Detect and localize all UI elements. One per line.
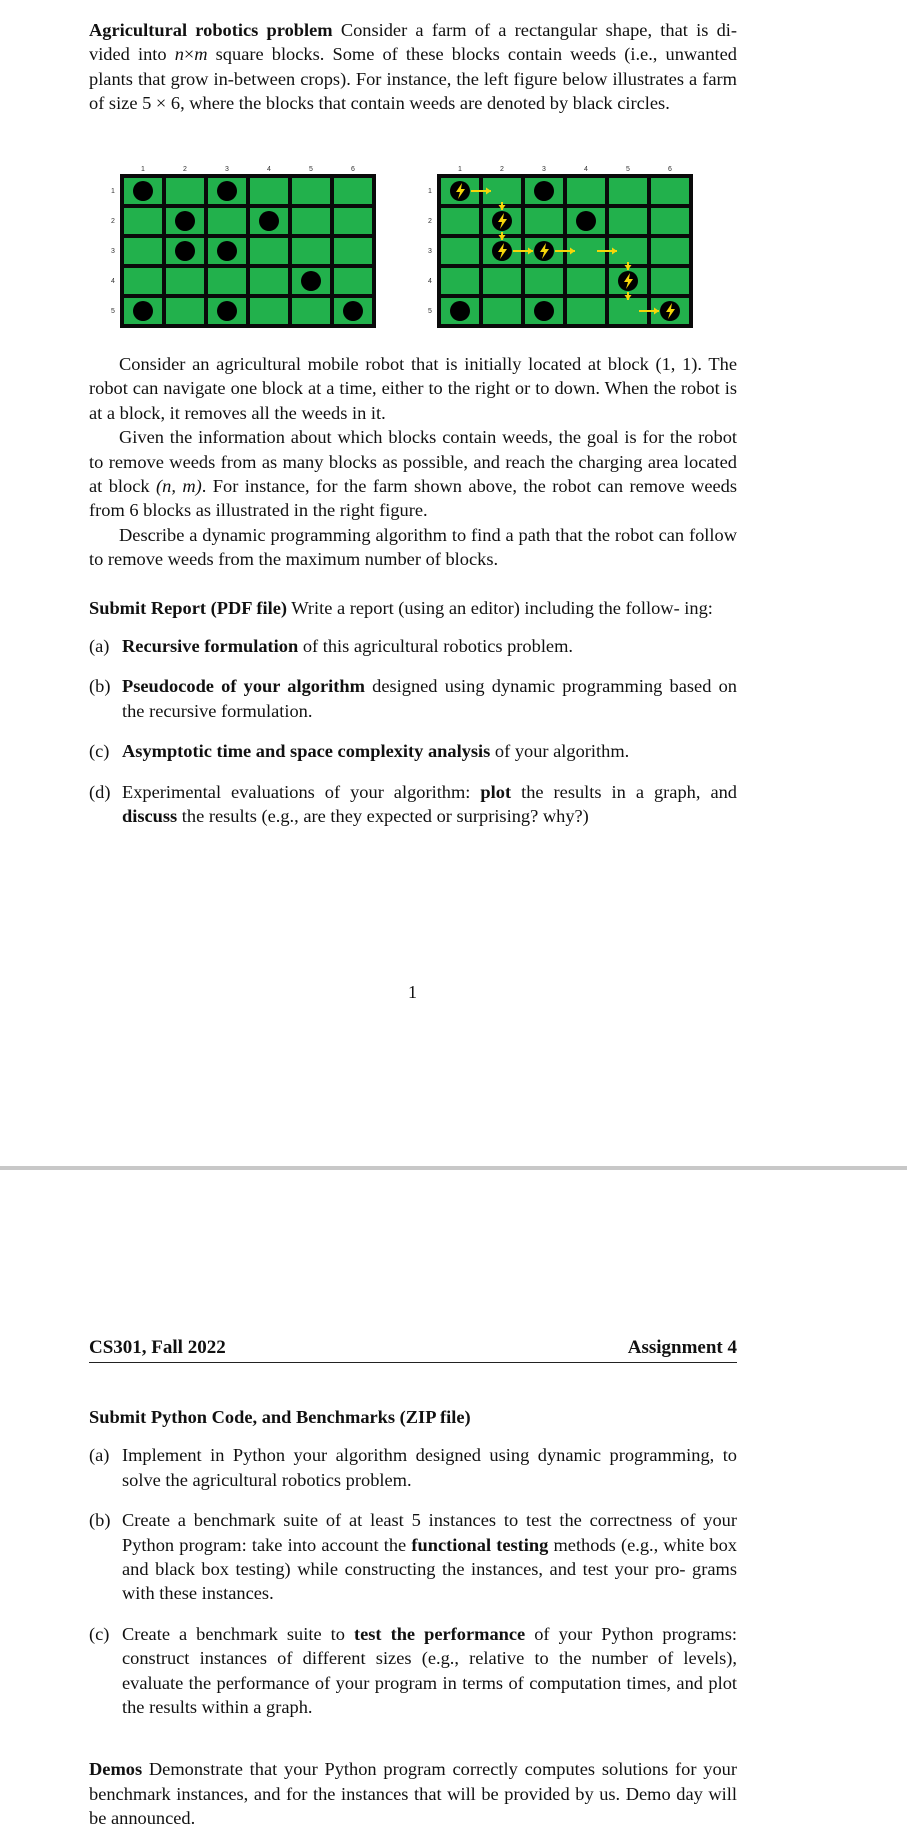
column-label: 1 — [141, 166, 145, 173]
farm-block — [441, 208, 479, 234]
column-label: 3 — [225, 166, 229, 173]
weed-circle — [133, 301, 153, 321]
weed-circle — [217, 241, 237, 261]
farm-block — [334, 208, 372, 234]
row-label: 5 — [428, 308, 432, 315]
farm-block — [651, 208, 689, 234]
farm-block — [609, 178, 647, 204]
row-label: 2 — [111, 218, 115, 225]
column-label: 3 — [542, 166, 546, 173]
farm-block — [525, 268, 563, 294]
column-label: 1 — [458, 166, 462, 173]
page-separator — [0, 1166, 907, 1170]
farm-block — [292, 238, 330, 264]
task-paragraph: Describe a dynamic programming algorithm to find a path that the robot can follow to remove weeds from the maximum number of blocks. — [89, 524, 737, 570]
page-number: 1 — [408, 982, 417, 1002]
report-item-d: (d) Experimental evaluations of your algorithm: plot the results in a graph, and discuss the results (e.g., are they expected or surprising? why?) — [89, 781, 737, 827]
farm-block — [651, 178, 689, 204]
weed-circle — [301, 271, 321, 291]
column-label: 4 — [267, 166, 271, 173]
farm-block — [250, 238, 288, 264]
farm-block — [651, 238, 689, 264]
farm-figure-left — [108, 162, 383, 332]
farm-block — [441, 238, 479, 264]
report-paragraph: Submit Report (PDF file) Write a report (using an editor) including the follow- ing: — [89, 597, 713, 618]
weed-circle — [175, 211, 195, 231]
weed-circle — [217, 181, 237, 201]
row-label: 3 — [111, 248, 115, 255]
code-item-c: (c) Create a benchmark suite to test the performance of your Python programs: construct instances of different sizes (e.g., relative to the number of levels), evaluate the performance of your program in terms of computation times, and plot the results within a graph. — [89, 1623, 738, 1718]
column-label: 4 — [584, 166, 588, 173]
farm-block — [292, 298, 330, 324]
row-label: 5 — [111, 308, 115, 315]
farm-block — [250, 268, 288, 294]
row-label: 3 — [428, 248, 432, 255]
weed-circle — [259, 211, 279, 231]
farm-block — [208, 268, 246, 294]
course-label: CS301, Fall 2022 — [89, 1337, 226, 1358]
code-item-b: (b) Create a benchmark suite of at least 5 instances to test the correctness of your Python program: take into account the functional testing methods (e.g., white box and black box testing) while constructing the instances, and test your pro- grams with these instances. — [89, 1510, 737, 1604]
farm-block — [124, 268, 162, 294]
farm-block — [483, 268, 521, 294]
column-label: 2 — [500, 166, 504, 173]
weed-circle — [576, 211, 596, 231]
row-label: 4 — [111, 278, 115, 285]
assignment-label: Assignment 4 — [627, 1337, 737, 1358]
farm-block — [166, 178, 204, 204]
farm-block — [166, 298, 204, 324]
demos-heading: Demos — [89, 1759, 143, 1780]
goal-paragraph: Given the information about which blocks contain weeds, the goal is for the robot to remove weeds from as many blocks as possible, and reach the charging area located at block (n, m). For instance, for the farm shown above, the robot can remove weeds from 6 blocks as illustrated in the right figure. — [89, 427, 738, 521]
weed-circle — [217, 301, 237, 321]
weed-circle — [534, 181, 554, 201]
farm-block — [250, 178, 288, 204]
farm-block — [441, 268, 479, 294]
weed-circle — [534, 301, 554, 321]
farm-block — [525, 208, 563, 234]
farm-block — [567, 178, 605, 204]
problem-title: Agricultural robotics problem — [89, 20, 333, 40]
report-item-a: (a) Recursive formulation of this agricultural robotics problem. — [89, 636, 573, 657]
farm-block — [483, 298, 521, 324]
robot-paragraph: Consider an agricultural mobile robot that is initially located at block (1, 1). The robot can navigate one block at a time, either to the right or to down. When the robot is at a block, it removes all the weeds in it. — [89, 354, 737, 423]
farm-block — [166, 268, 204, 294]
farm-block — [334, 268, 372, 294]
report-items — [89, 634, 737, 828]
row-label: 1 — [428, 188, 432, 195]
column-label: 2 — [183, 166, 187, 173]
demos-paragraph: Demos Demonstrate that your Python program correctly computes solutions for your benchmark instances, and for the instances that will be provided by us. Demo day will be announced. — [89, 1759, 737, 1829]
page-2-body — [89, 1405, 737, 1831]
body-paragraphs — [89, 352, 737, 829]
farm-block — [334, 178, 372, 204]
row-label: 4 — [428, 278, 432, 285]
row-label: 1 — [111, 188, 115, 195]
weed-circle — [175, 241, 195, 261]
farm-block — [124, 238, 162, 264]
farm-block — [250, 298, 288, 324]
farm-block — [292, 208, 330, 234]
column-label: 5 — [309, 166, 313, 173]
weed-circle — [133, 181, 153, 201]
farm-block — [124, 208, 162, 234]
farm-block — [208, 208, 246, 234]
running-header — [89, 1337, 737, 1363]
report-heading: Submit Report (PDF file) — [89, 597, 288, 618]
column-label: 6 — [668, 166, 672, 173]
intro-paragraph: Agricultural robotics problem Consider a farm of a rectangular shape, that is di- vided into n×m square blocks. Some of these blocks contain weeds (i.e., unwanted plants that grow in-between crops). For instance, the left figure below illustrates a farm of size 5 × 6, where the blocks that contain weeds are denoted by black circles. — [89, 20, 737, 114]
farm-block — [609, 208, 647, 234]
code-item-a: (a) Implement in Python your algorithm designed using dynamic programming, to solve the agricultural robotics problem. — [89, 1445, 737, 1490]
farm-block — [334, 238, 372, 264]
code-heading: Submit Python Code, and Benchmarks (ZIP file) — [89, 1407, 471, 1427]
farm-figure-right — [425, 162, 700, 332]
farm-block — [567, 298, 605, 324]
farm-block — [567, 268, 605, 294]
weed-circle — [343, 301, 363, 321]
weed-circle — [450, 301, 470, 321]
report-item-b: (b) Pseudocode of your algorithm designed using dynamic programming based on the recursive formulation. — [89, 676, 737, 721]
farm-block — [651, 268, 689, 294]
column-label: 5 — [626, 166, 630, 173]
column-label: 6 — [351, 166, 355, 173]
row-label: 2 — [428, 218, 432, 225]
farm-block — [292, 178, 330, 204]
report-item-c: (c) Asymptotic time and space complexity analysis of your algorithm. — [89, 741, 630, 762]
